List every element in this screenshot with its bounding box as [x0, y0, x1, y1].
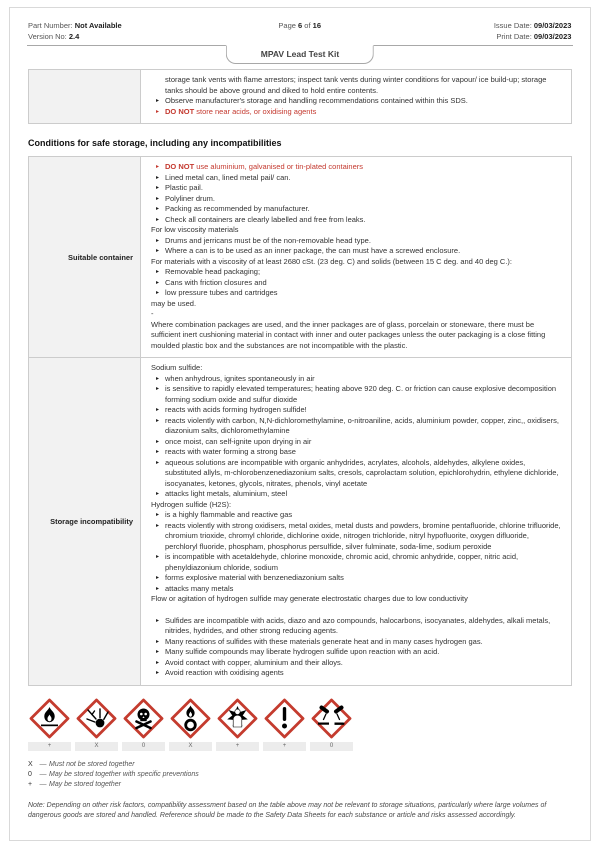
- legend-symbol: X: [28, 760, 33, 768]
- row-label: [29, 70, 141, 123]
- header-divider: [27, 45, 573, 69]
- text-line: storage tank vents with flame arrestors; inspect tank vents during winter conditions for vapour/ ice build-up; storage tanks should be above ground and diked to hold entire contents.: [165, 75, 547, 95]
- row-label: Suitable container: [29, 157, 141, 357]
- text-line: ▸ forms explosive material with benzenediazonium salts: [151, 573, 562, 584]
- legend-item: [28, 780, 572, 790]
- ghs-toxic-pictogram: [122, 697, 165, 751]
- table-row: [29, 157, 571, 357]
- storage-requirements-table-continued: [28, 69, 572, 124]
- text-line: -: [151, 309, 154, 318]
- legend-dash: —: [39, 770, 47, 778]
- ghs-oxidiser-pictogram: [169, 697, 212, 751]
- page-header: [0, 0, 600, 42]
- table-row: [29, 70, 571, 123]
- text-line: ▸ once moist, can self-ignite upon drying in air: [151, 437, 562, 448]
- footnote: Note: Depending on other risk factors, compatibility assessment based on the table above may not be relevant to storage situations, particularly where large volumes of dangerous goods are stored and handled. Reference should be made to the Safety Data Sheets for each substance or article and risks assessed accordingly.: [28, 801, 547, 819]
- text-line: ▸ Drums and jerricans must be of the non-removable head type.: [151, 236, 562, 247]
- text-line: ▸ Polyliner drum.: [151, 194, 562, 205]
- compatibility-code: +: [216, 742, 259, 751]
- text-line: may be used.: [151, 298, 197, 308]
- row-content: [141, 70, 571, 123]
- legend-symbol: +: [28, 780, 33, 788]
- exploding-bomb-icon: [75, 697, 118, 740]
- flame-over-circle-icon: [169, 697, 212, 740]
- text-line: ▸ reacts violently with carbon, N,N-dichloromethylamine, o-nitroaniline, acids, aluminium powder, copper, zinc,, oxidisers, diazonium salts, dichloromethylamine: [151, 416, 562, 437]
- compatibility-code: +: [28, 742, 71, 751]
- ghs-health-hazard-pictogram: [216, 697, 259, 751]
- text-line: Hydrogen sulfide (H2S):: [151, 499, 232, 509]
- text-line: ▸ Lined metal can, lined metal pail/ can.: [151, 173, 562, 184]
- text-line: ▸ aqueous solutions are incompatible with organic anhydrides, acrylates, alcohols, aldehydes, alkylene oxides, substituted allyls, m-chlorobenzenediazonium salts, cresols, caprolactam solution, epichlorohydrin, ethylene dichloride, isocyanates, ketones, glycols, nitrates, phenols, vinyl acetate: [151, 458, 562, 490]
- text-line: ▸ Check all containers are clearly labelled and free from leaks.: [151, 215, 562, 226]
- exclamation-icon: [263, 697, 306, 740]
- legend-item: [28, 770, 572, 780]
- compatibility-code: X: [169, 742, 212, 751]
- compatibility-code: 0: [310, 742, 353, 751]
- legend-item: [28, 760, 572, 770]
- text-line: ▸ Sulfides are incompatible with acids, diazo and azo compounds, halocarbons, isocyanates, aldehydes, alkali metals, nitrides, hydrides, and other strong reducing agents.: [151, 616, 562, 637]
- ghs-pictogram-compatibility-row: [28, 697, 572, 751]
- row-content: [141, 157, 571, 357]
- flame-icon: [28, 697, 71, 740]
- do-not-emphasis: DO NOT: [165, 162, 197, 171]
- legend-text: Must not be stored together: [49, 760, 135, 768]
- text-line: ▸ Many reactions of sulfides with these materials generate heat and in many cases hydrogen gas.: [151, 637, 562, 648]
- ghs-explosive-pictogram: [75, 697, 118, 751]
- corrosion-icon: [310, 697, 353, 740]
- legend-dash: —: [39, 780, 47, 788]
- text-line: ▸ Plastic pail.: [151, 183, 562, 194]
- text-line: ▸ reacts with acids forming hydrogen sulfide!: [151, 405, 562, 416]
- text-line: ▸ reacts violently with strong oxidisers, metal oxides, metal dusts and powders, bromine pentafluoride, chlorine trifluoride, chromium trioxide, chromyl chloride, dichlorine oxide, nitrogen trichloride, nitryl hypofluorite, oxygen difluoride, perchloryl fluoride, phospham, phosphorus persulfide, silver fulminate, soda-lime, sodium peroxide: [151, 521, 562, 553]
- legend-symbol: 0: [28, 770, 32, 778]
- header-right: [390, 20, 571, 42]
- text-line: ▸ DO NOT use aluminium, galvanised or tin-plated containers: [151, 162, 562, 173]
- ghs-flammable-pictogram: [28, 697, 71, 751]
- header-left: [28, 20, 209, 42]
- page-indicator: Page 6 of 16: [278, 21, 321, 30]
- text-line: ▸ Many sulfide compounds may liberate hydrogen sulfide upon reaction with an acid.: [151, 647, 562, 658]
- text-line: For materials with a viscosity of at least 2680 cSt. (23 deg. C) and solids (between 15 C deg. and 40 deg C.):: [151, 256, 513, 266]
- section-heading: Conditions for safe storage, including any incompatibilities: [28, 138, 282, 148]
- part-number: Part Number: Not Available: [28, 21, 122, 30]
- text-line: ▸ low pressure tubes and cartridges: [151, 288, 562, 299]
- text-line: ▸ is incompatible with acetaldehyde, chlorine monoxide, chromic acid, chromic anhydride, copper, nitric acid, phenyldiazonium chloride, sodium: [151, 552, 562, 573]
- text-line: ▸ Packing as recommended by manufacturer.: [151, 204, 562, 215]
- version-number: Version No: 2.4: [28, 32, 80, 41]
- text-line: ▸ Avoid contact with copper, aluminium and their alloys.: [151, 658, 562, 669]
- text-line: ▸ Where a can is to be used as an inner package, the can must have a screwed enclosure.: [151, 246, 562, 257]
- issue-date: Issue Date: 09/03/2023: [493, 21, 572, 30]
- ghs-corrosive-pictogram: [310, 697, 353, 751]
- health-hazard-icon: [216, 697, 259, 740]
- text-line: ▸ Avoid reaction with oxidising agents: [151, 668, 562, 679]
- text-line: ▸ DO NOT store near acids, or oxidising agents: [151, 107, 562, 118]
- compatibility-legend: [28, 760, 572, 790]
- table-row: [29, 357, 571, 685]
- legend-text: May be stored together with specific preventions: [49, 770, 199, 778]
- legend-text: May be stored together: [49, 780, 121, 788]
- compatibility-code: 0: [122, 742, 165, 751]
- text-line: ▸ is a highly flammable and reactive gas: [151, 510, 562, 521]
- text-line: ▸ Observe manufacturer's storage and handling recommendations contained within this SDS.: [151, 96, 562, 107]
- row-content: [141, 358, 571, 685]
- legend-dash: —: [39, 760, 47, 768]
- text-line: [151, 605, 562, 616]
- header-center: [209, 20, 390, 42]
- text-line: ▸ when anhydrous, ignites spontaneously in air: [151, 374, 562, 385]
- row-label: Storage incompatibility: [29, 358, 141, 685]
- text-line: ▸ Removable head packaging;: [151, 267, 562, 278]
- text-line: For low viscosity materials: [151, 225, 239, 234]
- do-not-emphasis: DO NOT: [165, 106, 197, 116]
- text-line: Flow or agitation of hydrogen sulfide may generate electrostatic charges due to low conductivity: [151, 594, 468, 603]
- text-line: ▸ reacts with water forming a strong base: [151, 447, 562, 458]
- text-line: ▸ is sensitive to rapidly elevated temperatures; heating above 920 deg. C. or friction can cause explosive decomposition forming sodium oxide and sulfur dioxide: [151, 384, 562, 405]
- safe-storage-table: [28, 156, 572, 686]
- compatibility-code: X: [75, 742, 118, 751]
- compatibility-code: +: [263, 742, 306, 751]
- skull-crossbones-icon: [122, 697, 165, 740]
- text-line: Sodium sulfide:: [151, 363, 203, 372]
- text-line: ▸ attacks many metals: [151, 584, 562, 595]
- text-line: ▸ attacks light metals, aluminium, steel: [151, 489, 562, 500]
- ghs-warning-pictogram: [263, 697, 306, 751]
- text-line: Where combination packages are used, and the inner packages are of glass, porcelain or stoneware, there must be sufficient inert cushioning material in contact with inner and outer packages unless the outer packaging is a close fitting moulded plastic box and the substances are not incompatible with the plastic.: [151, 319, 546, 350]
- text-line: ▸ Cans with friction closures and: [151, 278, 562, 289]
- document-title: MPAV Lead Test Kit: [226, 45, 374, 64]
- print-date: Print Date: 09/03/2023: [496, 32, 572, 41]
